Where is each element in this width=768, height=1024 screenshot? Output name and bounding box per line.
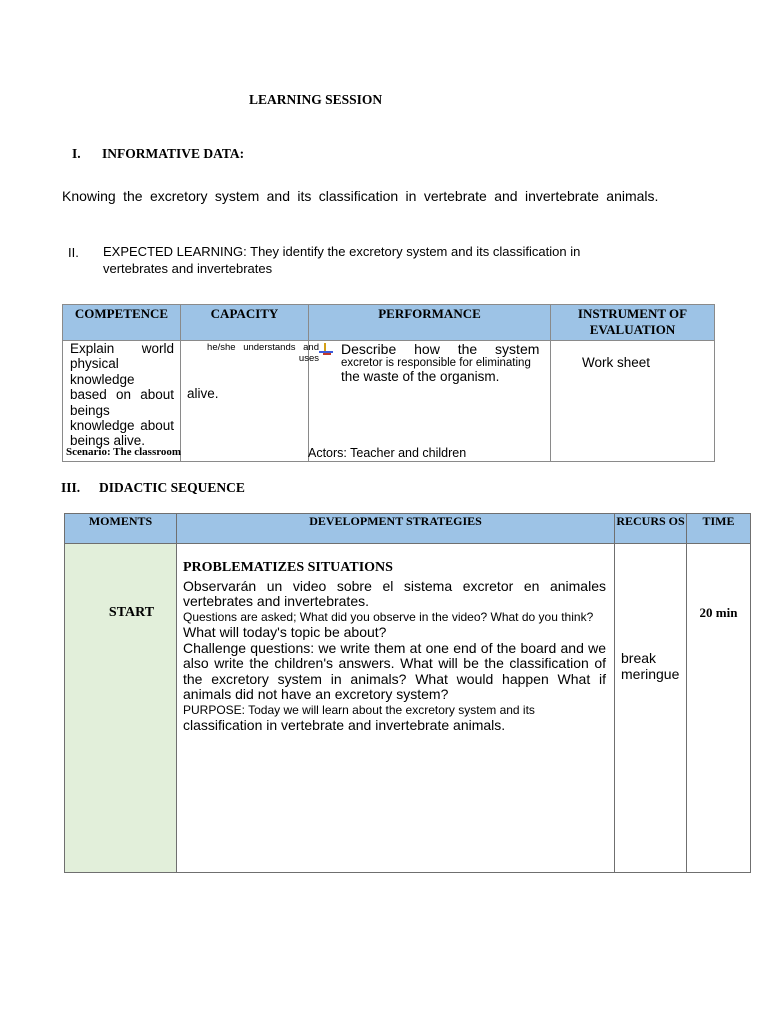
didactic-sequence-table [64,513,751,873]
strategy-title: PROBLEMATIZES SITUATIONS [183,560,393,575]
capacity-alive-text: alive. [187,386,219,401]
performance-line-1: Describe how the system [341,341,540,357]
section-2-number: II. [68,245,79,260]
competence-table [62,304,715,462]
performance-cell [309,341,551,462]
section-1-number: I. [72,146,81,161]
header-resources: RECURS OS [615,514,687,544]
sequence-table-row [65,544,751,873]
performance-line-3: the waste of the organism. [341,369,500,384]
competence-cell: Explain world physical knowledge based on about beings knowledge about beings alive. [63,341,181,462]
header-moments: MOMENTS [65,514,177,544]
page-title: LEARNING SESSION [249,92,383,107]
header-competence: COMPETENCE [63,305,181,341]
sequence-table-header-row [65,514,751,544]
section-3-number: III. [61,480,81,495]
header-performance: PERFORMANCE [309,305,551,341]
actors-text: Actors: Teacher and children [308,446,467,460]
header-instrument: INSTRUMENT OF EVALUATION [551,305,715,341]
capacity-cell [181,341,319,462]
bullet-icon [319,343,333,355]
strategy-paragraph-5: PURPOSE: Today we will learn about the excretory system and its [183,702,535,717]
capacity-small-text: he/she understands and uses [207,342,319,364]
moment-cell: START [65,544,177,873]
strategies-cell [177,544,615,873]
time-cell: 20 min [687,544,751,873]
strategy-paragraph-6: classification in vertebrate and invertebrate animals. [183,717,506,733]
strategy-paragraph-1: Observarán un video sobre el sistema excretor en animales vertebrates and invertebrates. [183,577,606,609]
header-time: TIME [687,514,751,544]
section-1-title: INFORMATIVE DATA: [102,146,245,161]
header-capacity: CAPACITY [181,305,309,341]
competence-table-row [63,341,715,462]
instrument-cell: Work sheet [551,341,715,462]
header-development-strategies: DEVELOPMENT STRATEGIES [177,514,615,544]
resources-cell: break meringue [615,544,687,873]
performance-line-2: excretor is responsible for eliminating [341,357,531,369]
scenario-text: Scenario: The classroom [66,446,182,458]
section-2-text: EXPECTED LEARNING: They identify the excretory system and its classification in vertebrates and invertebrates [103,244,581,276]
strategy-paragraph-2: Questions are asked; What did you observe in the video? What do you think? [183,609,594,624]
intro-paragraph: Knowing the excretory system and its classification in vertebrate and invertebrate animals. [62,188,659,204]
section-3-title: DIDACTIC SEQUENCE [99,480,245,495]
strategy-paragraph-3: What will today's topic be about? [183,624,387,640]
competence-table-header-row [63,305,715,341]
strategy-paragraph-4: Challenge questions: we write them at one end of the board and we also write the children's answers. What will be the classification of the excretory system in animals? What would happen What if animals did not have an excretory system? [183,639,606,702]
